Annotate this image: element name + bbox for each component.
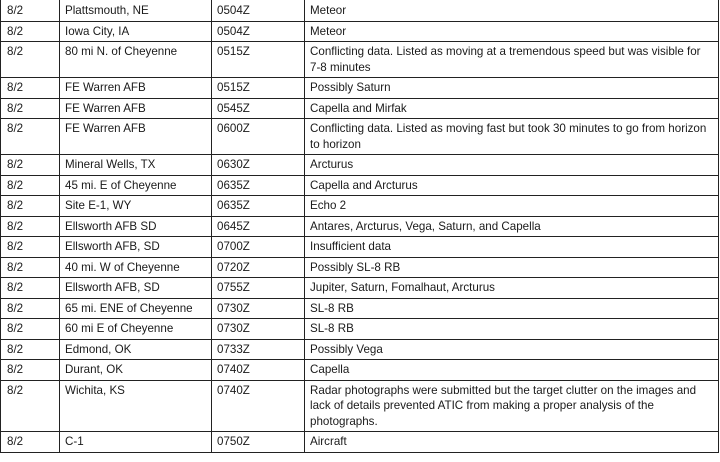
date-cell: 8/2 [1,298,60,319]
evaluation-cell: Possibly Vega [305,339,719,360]
location-cell: Ellsworth AFB, SD [60,237,212,258]
table-row [1,98,719,119]
table-row [1,21,719,42]
date-cell: 8/2 [1,78,60,99]
date-cell: 8/2 [1,196,60,217]
time-cell: 0515Z [212,78,305,99]
table-row [1,216,719,237]
evaluation-cell: Conflicting data. Listed as moving fast but took 30 minutes to go from horizon to horizon [305,119,719,155]
evaluation-cell: Capella [305,360,719,381]
table-row [1,0,719,21]
table-row [1,119,719,155]
location-cell: Ellsworth AFB SD [60,216,212,237]
date-cell: 8/2 [1,319,60,340]
table-row [1,380,719,432]
location-cell: FE Warren AFB [60,98,212,119]
time-cell: 0635Z [212,175,305,196]
time-cell: 0750Z [212,432,305,453]
table-row [1,196,719,217]
location-cell: Site E-1, WY [60,196,212,217]
time-cell: 0733Z [212,339,305,360]
table-row [1,360,719,381]
table-row [1,278,719,299]
table-row [1,432,719,453]
time-cell: 0720Z [212,257,305,278]
date-cell: 8/2 [1,98,60,119]
date-cell: 8/2 [1,42,60,78]
date-cell: 8/2 [1,257,60,278]
location-cell: FE Warren AFB [60,119,212,155]
evaluation-cell: SL-8 RB [305,319,719,340]
date-cell: 8/2 [1,21,60,42]
time-cell: 0515Z [212,42,305,78]
table-row [1,42,719,78]
location-cell: Wichita, KS [60,380,212,432]
evaluation-cell: Echo 2 [305,196,719,217]
evaluation-cell: Meteor [305,0,719,21]
evaluation-cell: Possibly Saturn [305,78,719,99]
location-cell: 60 mi E of Cheyenne [60,319,212,340]
location-cell: 40 mi. W of Cheyenne [60,257,212,278]
time-cell: 0730Z [212,298,305,319]
location-cell: 65 mi. ENE of Cheyenne [60,298,212,319]
table-row [1,78,719,99]
table-row [1,237,719,258]
time-cell: 0740Z [212,380,305,432]
time-cell: 0700Z [212,237,305,258]
sightings-table-body [1,0,719,452]
location-cell: Plattsmouth, NE [60,0,212,21]
time-cell: 0504Z [212,21,305,42]
date-cell: 8/2 [1,0,60,21]
time-cell: 0600Z [212,119,305,155]
evaluation-cell: Insufficient data [305,237,719,258]
time-cell: 0545Z [212,98,305,119]
time-cell: 0504Z [212,0,305,21]
date-cell: 8/2 [1,119,60,155]
evaluation-cell: Possibly SL-8 RB [305,257,719,278]
evaluation-cell: Jupiter, Saturn, Fomalhaut, Arcturus [305,278,719,299]
evaluation-cell: Capella and Arcturus [305,175,719,196]
table-row [1,339,719,360]
table-row [1,155,719,176]
date-cell: 8/2 [1,237,60,258]
evaluation-cell: Antares, Arcturus, Vega, Saturn, and Capella [305,216,719,237]
evaluation-cell: Capella and Mirfak [305,98,719,119]
location-cell: Durant, OK [60,360,212,381]
time-cell: 0730Z [212,319,305,340]
location-cell: Ellsworth AFB, SD [60,278,212,299]
location-cell: 45 mi. E of Cheyenne [60,175,212,196]
time-cell: 0645Z [212,216,305,237]
date-cell: 8/2 [1,155,60,176]
location-cell: Edmond, OK [60,339,212,360]
location-cell: 80 mi N. of Cheyenne [60,42,212,78]
table-row [1,175,719,196]
evaluation-cell: Aircraft [305,432,719,453]
date-cell: 8/2 [1,216,60,237]
time-cell: 0635Z [212,196,305,217]
date-cell: 8/2 [1,175,60,196]
location-cell: Iowa City, IA [60,21,212,42]
location-cell: FE Warren AFB [60,78,212,99]
date-cell: 8/2 [1,339,60,360]
date-cell: 8/2 [1,432,60,453]
date-cell: 8/2 [1,360,60,381]
table-row [1,319,719,340]
time-cell: 0755Z [212,278,305,299]
table-row [1,257,719,278]
table-row [1,298,719,319]
location-cell: Mineral Wells, TX [60,155,212,176]
evaluation-cell: Meteor [305,21,719,42]
evaluation-cell: SL-8 RB [305,298,719,319]
date-cell: 8/2 [1,278,60,299]
evaluation-cell: Radar photographs were submitted but the target clutter on the images and lack of details prevented ATIC from making a proper analysis of the photographs. [305,380,719,432]
date-cell: 8/2 [1,380,60,432]
time-cell: 0740Z [212,360,305,381]
time-cell: 0630Z [212,155,305,176]
evaluation-cell: Arcturus [305,155,719,176]
evaluation-cell: Conflicting data. Listed as moving at a tremendous speed but was visible for 7-8 minutes [305,42,719,78]
location-cell: C-1 [60,432,212,453]
